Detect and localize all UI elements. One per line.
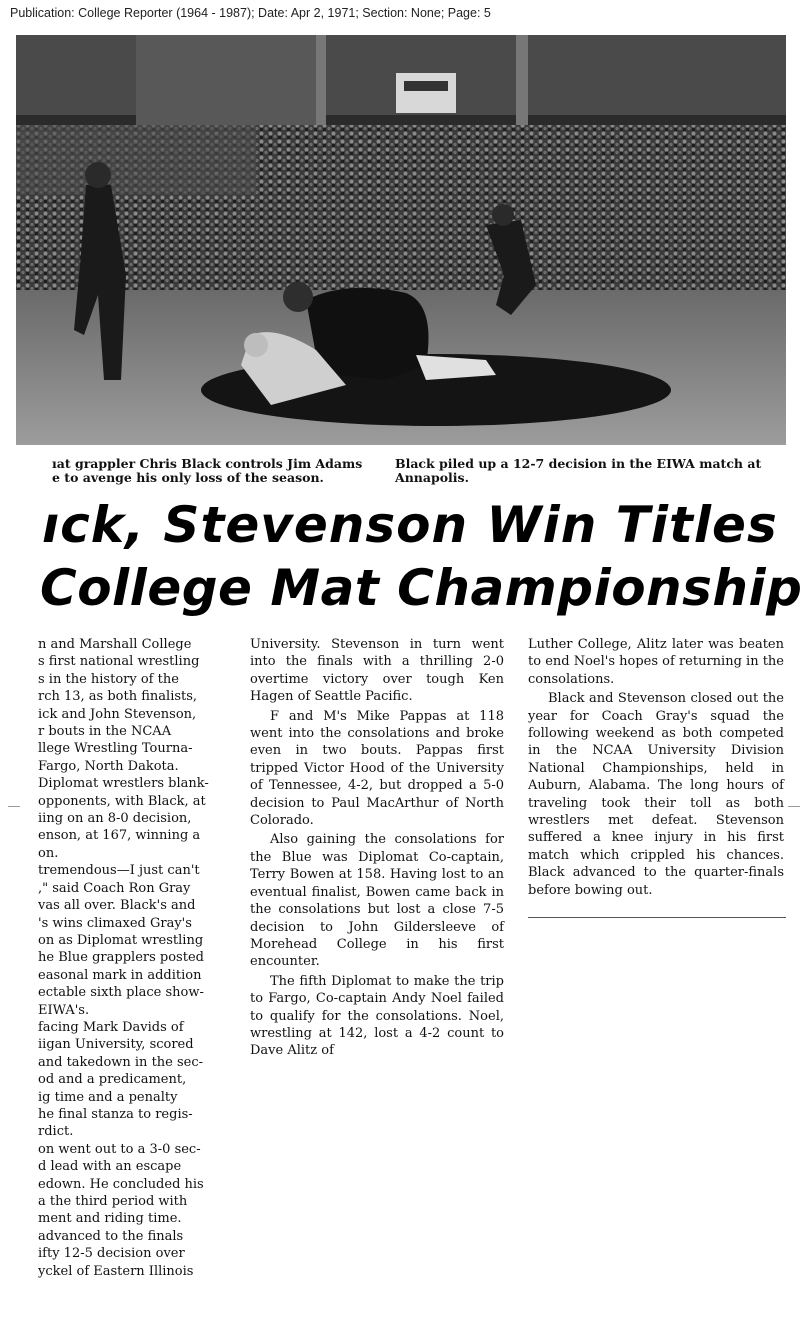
column1-line: Fargo, North Dakota.	[38, 758, 179, 774]
column1-line: he Blue grapplers posted	[38, 950, 204, 966]
wrestling-match-photo	[16, 35, 786, 445]
column1-line: enson, at 167, winning a	[38, 828, 201, 844]
article-column-2	[250, 636, 504, 1060]
column1-line: ectable sixth place show-	[38, 985, 204, 1001]
margin-fold-mark	[8, 806, 20, 807]
column1-line: ment and riding time.	[38, 1211, 182, 1227]
article-column-1	[38, 636, 228, 1280]
column1-line: rch 13, as both finalists,	[38, 689, 198, 705]
column1-line: on as Diplomat wrestling	[38, 932, 204, 948]
column1-line: d lead with an escape	[38, 1159, 182, 1175]
column1-line: facing Mark Davids of	[38, 1019, 184, 1035]
column1-line: r bouts in the NCAA	[38, 724, 172, 740]
margin-fold-mark	[788, 806, 800, 807]
column1-line: on.	[38, 845, 59, 861]
column2-paragraph: Also gaining the consolations for the Blue was Diplomat Co-captain, Terry Bowen at 158. Having lost to an eventual finalist, Bowen came back in the consolations but lost a close 7-5 decision to John Gildersleeve of Morehead College in his first encounter.	[250, 832, 504, 970]
column3-paragraph: Black and Stevenson closed out the year for Coach Gray's squad the following weekend as both competed in the NCAA University Division National Championships, held in Auburn, Alabama. The long hours of traveling took their toll as both wrestlers met defeat. Stevenson suffered a knee injury in his first match which crippled his chances. Black advanced to the quarter-finals before bowing out.	[528, 691, 784, 898]
column1-line: ig time and a penalty	[38, 1089, 178, 1105]
headline-line-2: College Mat Championship	[40, 559, 803, 617]
column3-paragraph: Luther College, Alitz later was beaten to end Noel's hopes of returning in the consolations.	[528, 637, 784, 687]
column1-line: rdict.	[38, 1124, 74, 1140]
article-column-3	[528, 636, 784, 899]
column1-line: iigan University, scored	[38, 1037, 194, 1053]
column1-line: on went out to a 3-0 sec-	[38, 1141, 201, 1157]
column1-line: Diplomat wrestlers blank-	[38, 776, 209, 792]
column1-line: vas all over. Black's and	[38, 898, 196, 914]
caption-left: ıat grappler Chris Black controls Jim Adams e to avenge his only loss of the season.	[52, 456, 363, 485]
column1-line: llege Wrestling Tourna-	[38, 741, 193, 757]
end-of-article-rule	[528, 917, 786, 918]
column1-line: advanced to the finals	[38, 1228, 184, 1244]
column1-line: ," said Coach Ron Gray	[38, 880, 191, 896]
photo-caption	[52, 457, 792, 487]
column1-line: and takedown in the sec-	[38, 1054, 204, 1070]
column1-line: iing on an 8-0 decision,	[38, 811, 192, 827]
column1-line: od and a predicament,	[38, 1072, 187, 1088]
column1-line: EIWA's.	[38, 1002, 90, 1018]
column2-paragraph: F and M's Mike Pappas at 118 went into the consolations and broke even in two bouts. Pappas first tripped Victor Hood of the University of Tennessee, 4-2, but dropped a 5-0 decision to Paul MacArthur of North Colorado.	[250, 708, 504, 829]
column1-line: a the third period with	[38, 1194, 188, 1209]
headline-line-1: ıck, Stevenson Win Titles	[42, 496, 778, 554]
column1-line: ick and John Stevenson,	[38, 706, 197, 722]
column1-line: s in the history of the	[38, 671, 179, 687]
column2-paragraph: The fifth Diplomat to make the trip to Fargo, Co-captain Andy Noel failed to qualify for the consolations. Noel, wrestling at 142, lost a 4-2 count to Dave Alitz of	[250, 973, 504, 1059]
caption-right: Black piled up a 12-7 decision in the EIWA match at Annapolis.	[395, 456, 762, 485]
column1-line: he final stanza to regis-	[38, 1106, 193, 1122]
column2-paragraph: University. Stevenson in turn went into the finals with a thrilling 2-0 overtime victory over tough Ken Hagen of Seattle Pacific.	[250, 637, 504, 705]
publication-line: Publication: College Reporter (1964 - 1987); Date: Apr 2, 1971; Section: None; Page: 5	[10, 6, 491, 20]
column1-line: tremendous—I just can't	[38, 863, 200, 879]
column1-line: edown. He concluded his	[38, 1176, 204, 1192]
column1-line: opponents, with Black, at	[38, 793, 206, 809]
column1-line: yckel of Eastern Illinois	[38, 1263, 194, 1279]
column1-line: n and Marshall College	[38, 637, 192, 652]
column1-line: 's wins climaxed Gray's	[38, 915, 192, 931]
column1-line: ifty 12-5 decision over	[38, 1246, 185, 1262]
column1-line: easonal mark in addition	[38, 967, 202, 983]
column1-line: s first national wrestling	[38, 654, 200, 670]
